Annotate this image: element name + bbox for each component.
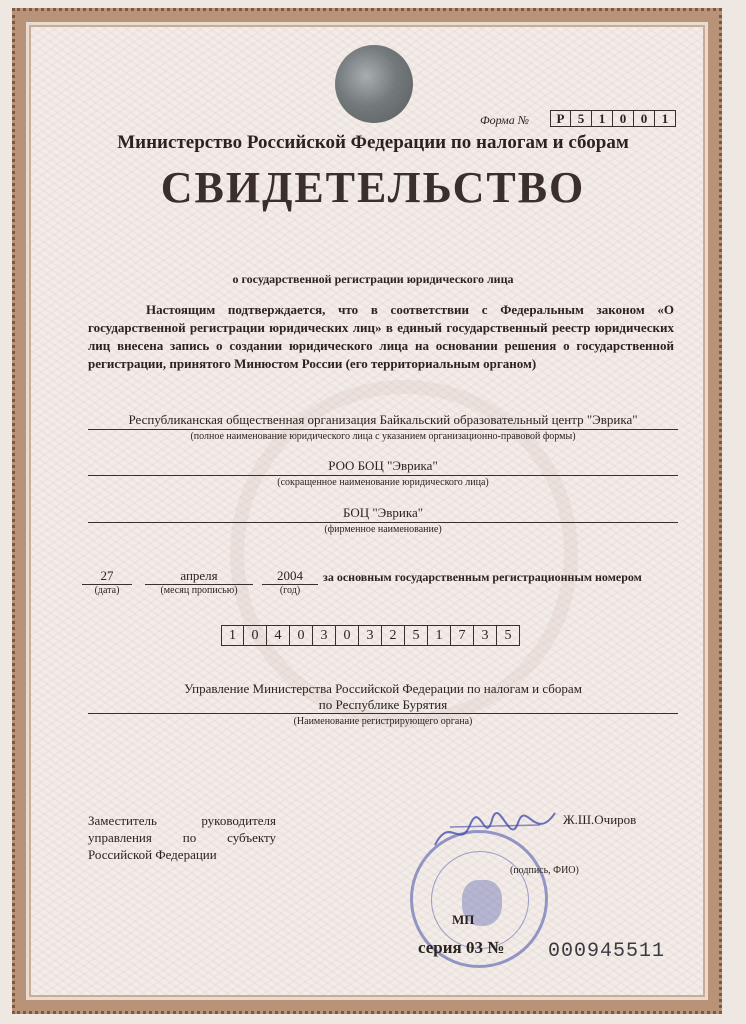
form-code-char: 0	[634, 110, 655, 127]
ogrn-digit: 2	[382, 625, 405, 646]
ogrn-digit: 3	[474, 625, 497, 646]
signature-caption: (подпись, ФИО)	[510, 865, 579, 876]
date-day-caption: (дата)	[94, 585, 120, 596]
date-month-caption: (месяц прописью)	[160, 585, 238, 596]
serial-label: серия 03 №	[418, 938, 505, 957]
certification-paragraph: Настоящим подтверждается, что в соответствии с Федеральным законом «О государственной регистрации юридических лиц» в единый государственный реестр юридических лиц внесена запись о создании юридического лица на основании решения о государственной регистрации, принятого Минюстом России (его территориальным органом)	[88, 302, 674, 371]
ogrn-digit: 5	[497, 625, 520, 646]
date-year-caption: (год)	[279, 585, 301, 596]
full-name-caption: (полное наименование юридического лица с указанием организационно-правовой формы)	[190, 431, 576, 442]
brand-name-field: БОЦ "Эврика"	[88, 505, 678, 523]
ogrn-number	[221, 625, 520, 646]
registering-organ-line1: Управление Министерства Российской Федерации по налогам и сборам	[184, 681, 582, 696]
signer-position: Заместитель руководителя управления по субъекту Российской Федерации	[88, 813, 276, 862]
form-code	[550, 110, 676, 127]
serial-number: 000945511	[548, 940, 666, 963]
registering-organ-caption: (Наименование регистрирующего органа)	[293, 716, 473, 727]
ogrn-digit: 0	[290, 625, 313, 646]
handwritten-signature	[430, 805, 560, 855]
form-code-char: 0	[613, 110, 634, 127]
registering-organ-line2: по Республике Бурятия	[88, 697, 678, 714]
registration-number-label: за основным государственным регистрационным номером	[323, 570, 642, 584]
full-name-field: Республиканская общественная организация Байкальский образовательный центр "Эврика"	[88, 412, 678, 430]
ogrn-digit: 5	[405, 625, 428, 646]
short-name-caption: (сокращенное наименование юридического лица)	[277, 477, 489, 488]
seal-place-label: МП	[452, 912, 475, 927]
ogrn-digit: 3	[359, 625, 382, 646]
form-code-char: 1	[592, 110, 613, 127]
ministry-heading: Министерство Российской Федерации по налогам и сборам	[117, 132, 629, 153]
form-code-char: 1	[655, 110, 676, 127]
form-label: Форма №	[480, 113, 530, 127]
ogrn-digit: 4	[267, 625, 290, 646]
ogrn-digit: 1	[428, 625, 451, 646]
date-year: 2004	[262, 568, 318, 585]
ogrn-digit: 0	[244, 625, 267, 646]
brand-name-caption: (фирменное наименование)	[324, 524, 442, 535]
ogrn-digit: 7	[451, 625, 474, 646]
date-month: апреля	[145, 568, 253, 585]
signer-name: Ж.Ш.Очиров	[563, 812, 637, 827]
form-code-char: Р	[550, 110, 571, 127]
short-name-field: РОО БОЦ "Эврика"	[88, 458, 678, 476]
document-subtitle: о государственной регистрации юридического лица	[232, 272, 514, 286]
ogrn-digit: 0	[336, 625, 359, 646]
form-code-char: 5	[571, 110, 592, 127]
ogrn-digit: 3	[313, 625, 336, 646]
document-title: СВИДЕТЕЛЬСТВО	[160, 163, 586, 212]
ogrn-digit: 1	[221, 625, 244, 646]
hologram-sticker	[335, 45, 413, 123]
date-day: 27	[82, 568, 132, 585]
